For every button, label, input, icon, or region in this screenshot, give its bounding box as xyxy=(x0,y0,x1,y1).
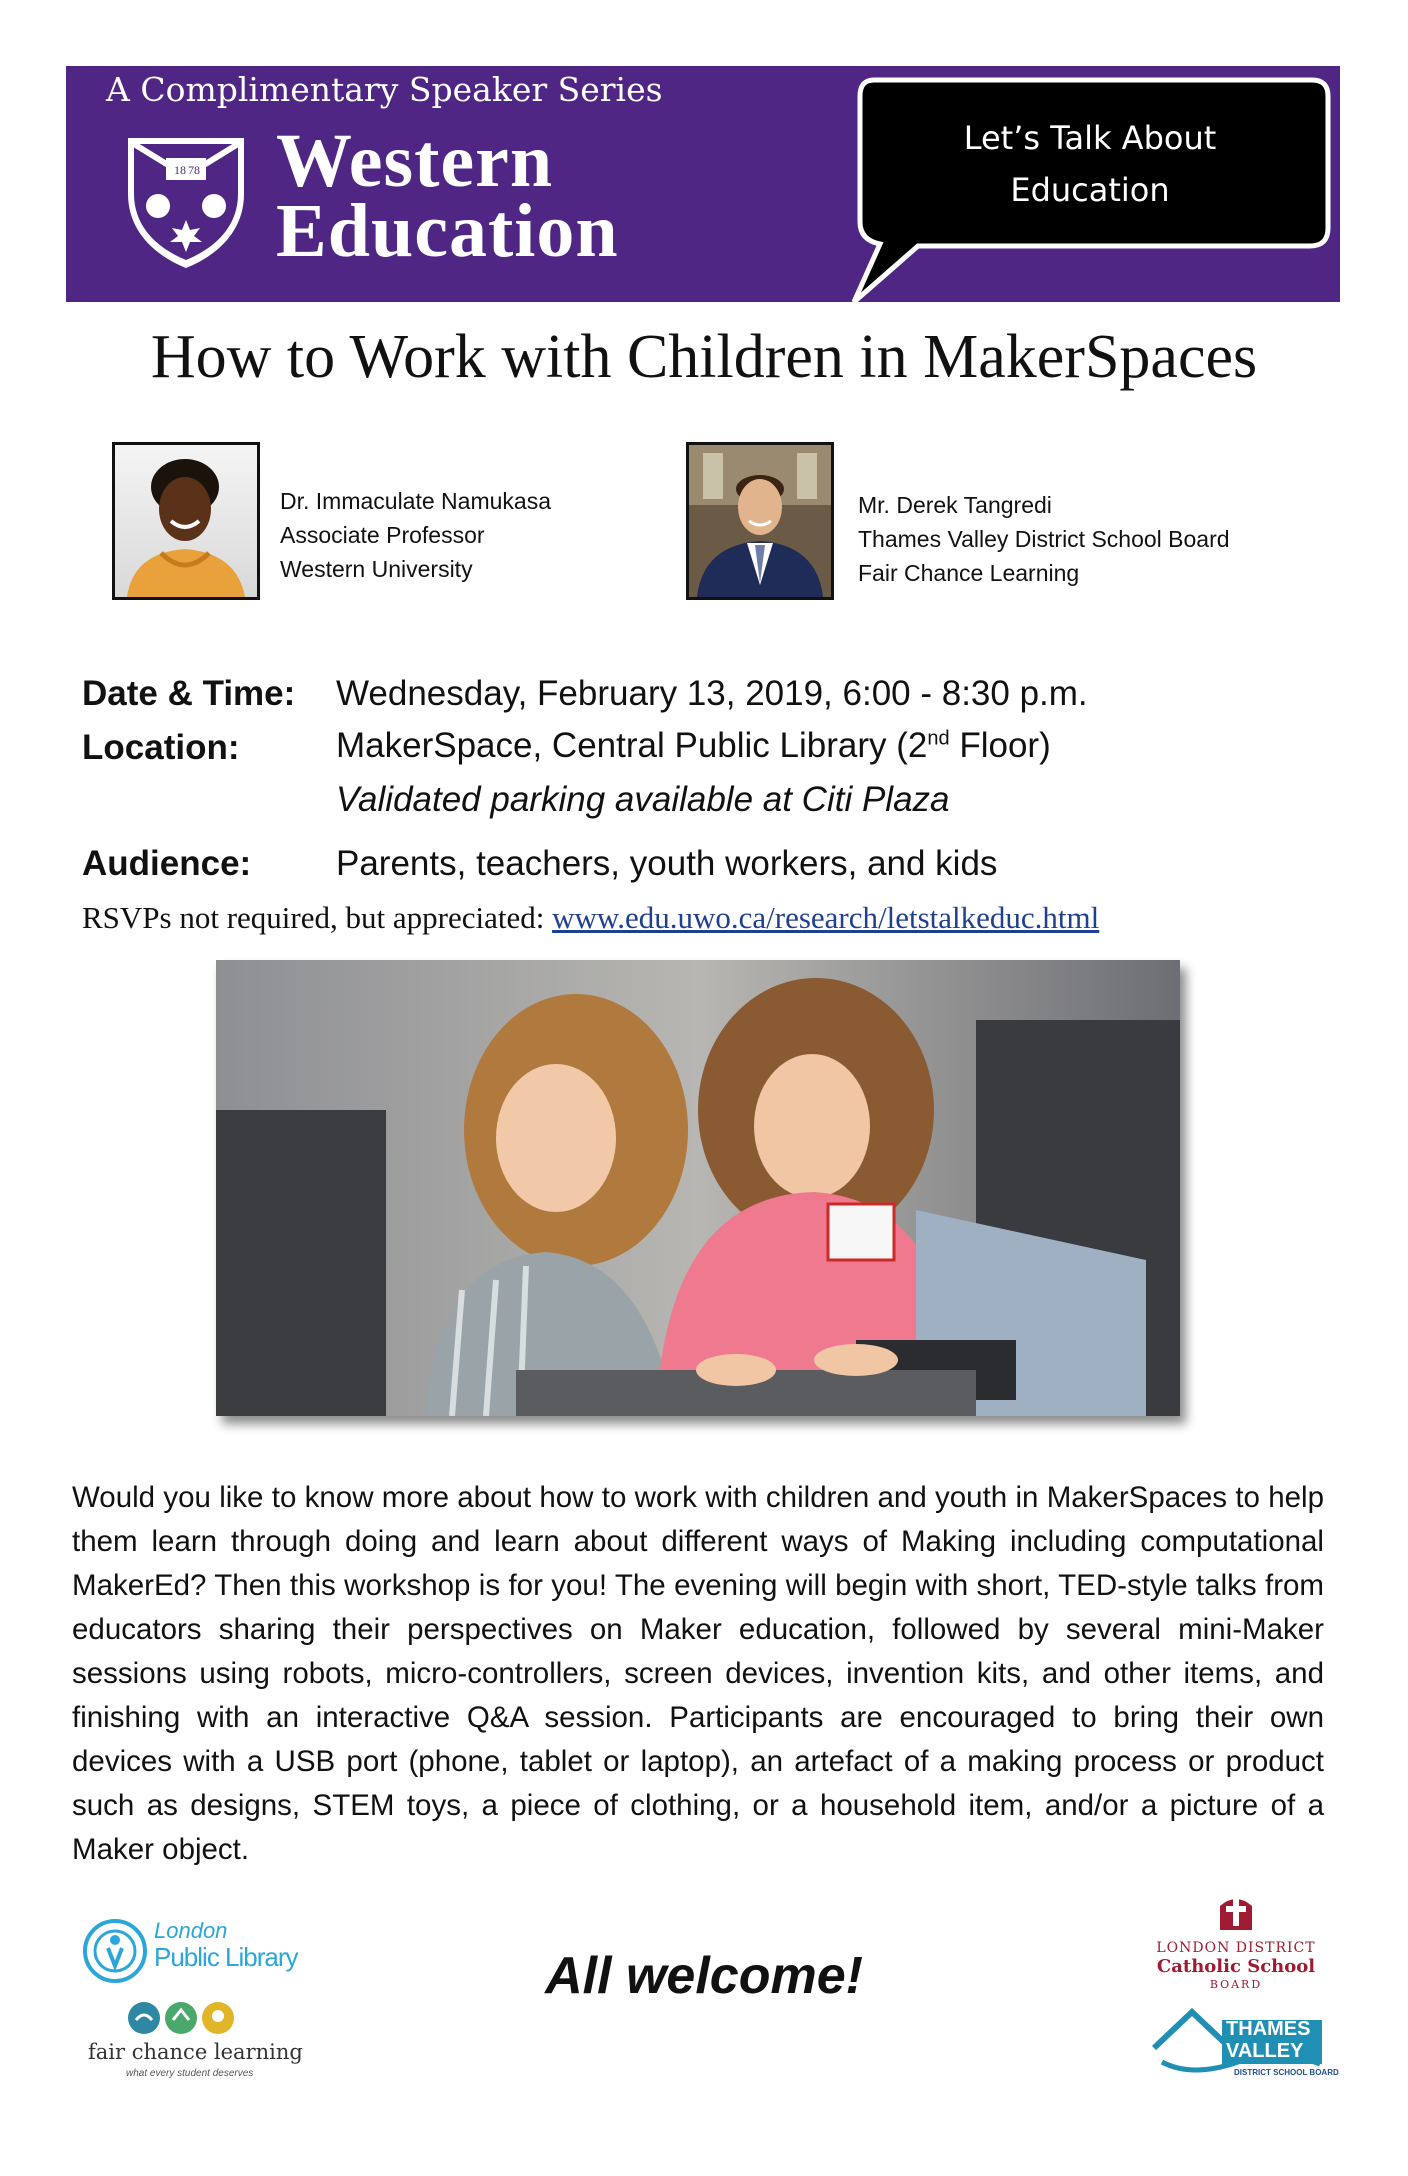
fcl-name: fair chance learning xyxy=(88,2040,303,2064)
all-welcome-text: All welcome! xyxy=(545,1947,863,2005)
speaker-2-info xyxy=(858,488,1230,590)
speaker-1-role: Associate Professor xyxy=(280,522,485,548)
rsvp-link[interactable]: www.edu.uwo.ca/research/letstalkeduc.html xyxy=(552,900,1100,935)
ldcsb-cross-icon xyxy=(1216,1890,1256,1934)
date-value: Wednesday, February 13, 2019, 6:00 - 8:30 p.m. xyxy=(336,674,1088,713)
thames-valley-logo xyxy=(1148,2002,1339,2090)
brand-line2: Education xyxy=(276,189,619,273)
location-value-post: Floor) xyxy=(949,726,1051,765)
lpl-line1: London xyxy=(154,1918,228,1943)
speaker-2-role: Thames Valley District School Board xyxy=(858,526,1230,552)
page-title: How to Work with Children in MakerSpaces xyxy=(150,323,1258,391)
tvdsb-line3: DISTRICT SCHOOL BOARD xyxy=(1234,2068,1339,2077)
rsvp-line xyxy=(82,900,1099,936)
ldcsb-line1: LONDON DISTRICT xyxy=(1156,1940,1316,1956)
date-label: Date & Time: xyxy=(82,674,296,713)
ldcsb-line3: BOARD xyxy=(1209,1978,1263,1991)
speaker-1-photo xyxy=(112,442,260,600)
tvdsb-line1: THAMES xyxy=(1226,2018,1311,2040)
rsvp-text: RSVPs not required, but appreciated: xyxy=(82,900,553,935)
parking-note: Validated parking available at Citi Plaza xyxy=(336,780,950,819)
ldcsb-logo xyxy=(1144,1890,1328,1990)
speaker-1-info xyxy=(280,484,551,586)
location-value-pre: MakerSpace, Central Public Library (2 xyxy=(336,726,928,765)
speaker-1-org: Western University xyxy=(280,556,473,582)
bubble-line1: Let’s Talk About xyxy=(963,119,1217,157)
location-value xyxy=(336,726,1051,766)
western-shield-logo xyxy=(124,132,248,272)
shield-year-left: 18 xyxy=(174,163,186,177)
fair-chance-learning-logo xyxy=(88,2000,303,2090)
speaker-2-name: Mr. Derek Tangredi xyxy=(858,492,1052,518)
western-education-wordmark xyxy=(276,119,619,273)
shield-year-right: 78 xyxy=(188,163,200,177)
speaker-2-photo xyxy=(686,442,834,600)
speaker-1-name: Dr. Immaculate Namukasa xyxy=(280,488,551,514)
brand-line1: Western xyxy=(276,119,554,203)
speaker-2-org: Fair Chance Learning xyxy=(858,560,1080,586)
speech-bubble-text xyxy=(862,112,1318,216)
ldcsb-line2: Catholic School xyxy=(1156,1956,1316,1977)
location-label: Location: xyxy=(82,728,240,767)
makerspace-photo xyxy=(216,960,1180,1416)
lpl-line2: Public Library xyxy=(154,1942,298,1972)
fcl-tagline: what every student deserves xyxy=(126,2068,254,2079)
bubble-line2: Education xyxy=(1010,171,1170,209)
audience-value: Parents, teachers, youth workers, and kids xyxy=(336,844,998,883)
audience-label: Audience: xyxy=(82,844,252,883)
series-title: A Complimentary Speaker Series xyxy=(106,70,663,109)
description-paragraph: Would you like to know more about how to work with children and youth in MakerSpaces to help them learn through doing and learn about different ways of Making including computational MakerEd? Then this workshop is for you! The evening will begin with short, TED-style talks from educators sharing their perspectives on Maker education, followed by several mini-Maker sessions using robots, micro-controllers, screen devices, invention kits, and other items, and finishing with an interactive Q&A session. Participants are encouraged to bring their own devices with a USB port (phone, tablet or laptop), an artefact of a making process or product such as designs, STEM toys, a piece of clothing, or a household item, and/or a picture of a Maker object. xyxy=(72,1481,1324,1866)
tvdsb-line2: VALLEY xyxy=(1226,2040,1304,2062)
location-value-sup: nd xyxy=(927,727,950,750)
